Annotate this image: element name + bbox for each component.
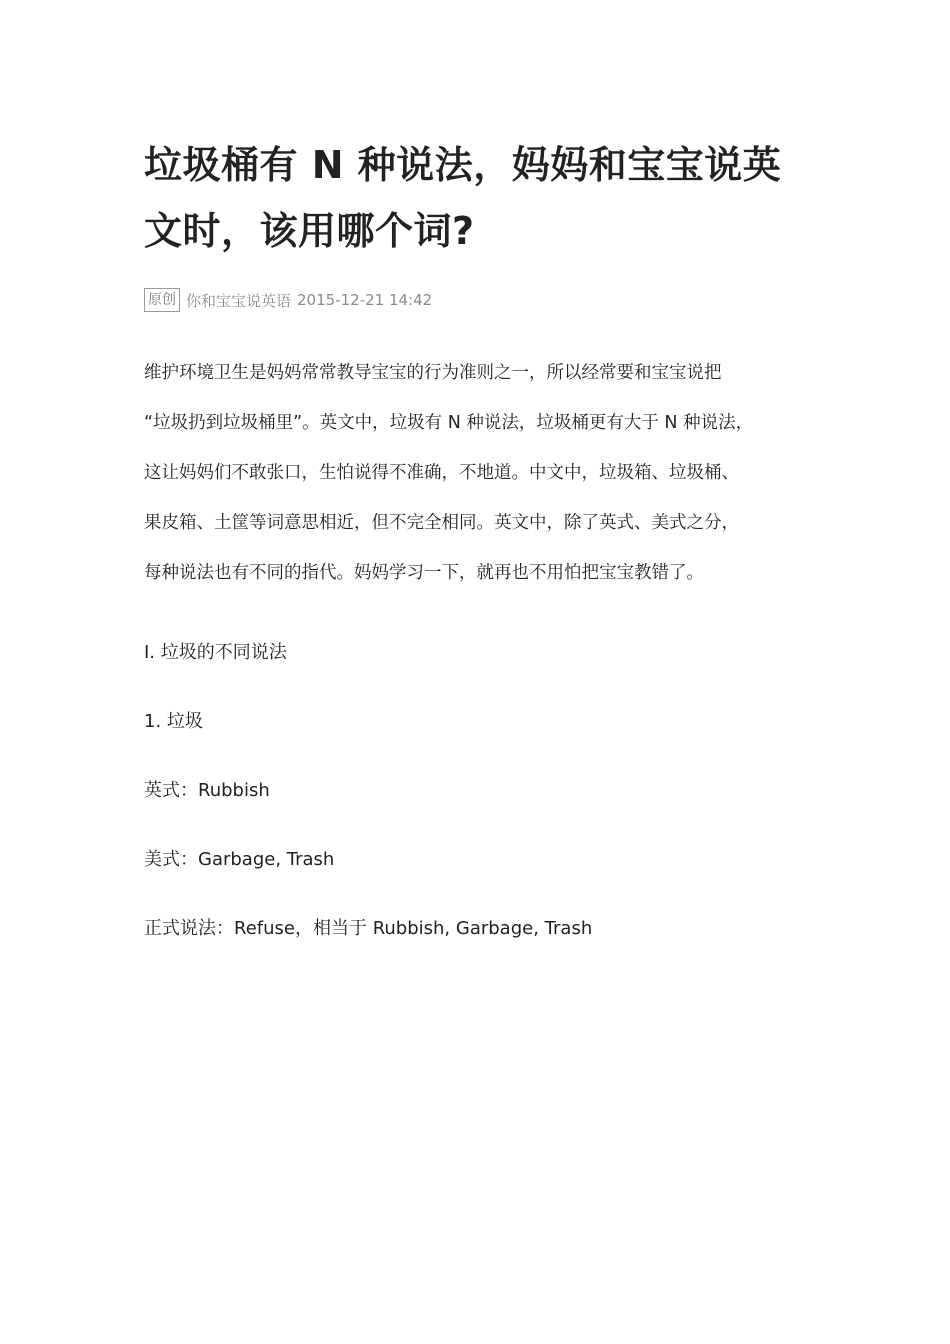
title-line: 垃圾桶有 N 种说法，妈妈和宝宝说英 — [144, 143, 782, 187]
title-line: 文时，该用哪个词? — [144, 209, 475, 253]
paragraph-line: “垃圾扔到垃圾桶里”。英文中，垃圾有 N 种说法，垃圾桶更有大于 N 种说法， — [144, 413, 754, 433]
paragraph-line: 果皮箱、土筐等词意思相近，但不完全相同。英文中，除了英式、美式之分， — [144, 513, 739, 533]
article-body — [144, 348, 816, 942]
author-name[interactable]: 你和宝宝说英语 — [186, 291, 292, 310]
subsection-heading: 1. 垃圾 — [144, 711, 203, 732]
british-term: 英式：Rubbish — [144, 780, 270, 801]
paragraph-line: 每种说法也有不同的指代。妈妈学习一下，就再也不用怕把宝宝教错了。 — [144, 563, 704, 583]
american-term: 美式：Garbage, Trash — [144, 849, 335, 870]
original-badge: 原创 — [144, 288, 180, 312]
intro-paragraph — [144, 348, 816, 598]
article-title — [144, 132, 816, 264]
paragraph-line: 维护环境卫生是妈妈常常教导宝宝的行为准则之一，所以经常要和宝宝说把 — [144, 363, 722, 383]
article-meta — [144, 286, 816, 314]
article — [144, 132, 816, 942]
paragraph-line: 这让妈妈们不敢张口，生怕说得不准确，不地道。中文中，垃圾箱、垃圾桶、 — [144, 463, 739, 483]
section-heading: I. 垃圾的不同说法 — [144, 642, 287, 663]
publish-datetime: 2015-12-21 14:42 — [297, 291, 433, 309]
formal-term: 正式说法：Refuse，相当于 Rubbish, Garbage, Trash — [144, 918, 593, 939]
